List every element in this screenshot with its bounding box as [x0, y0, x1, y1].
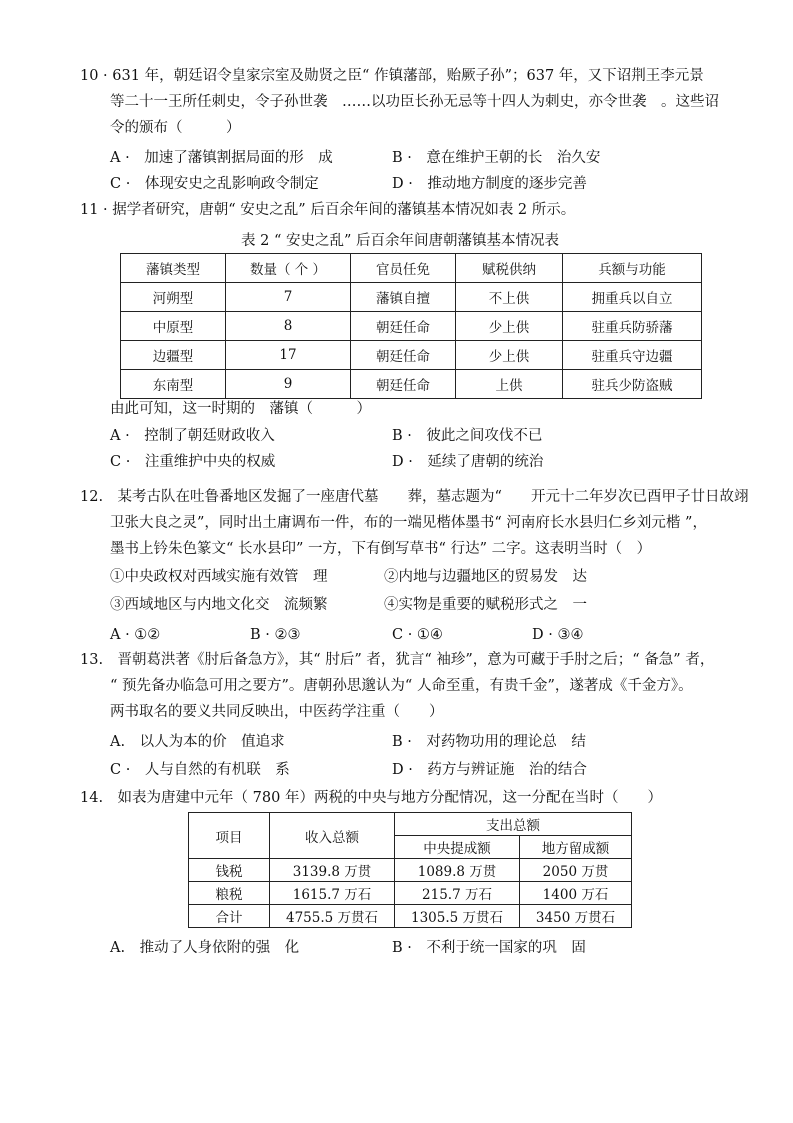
table-cell: 1400 万石 — [520, 882, 632, 905]
table-cell: 朝廷任命 — [351, 341, 456, 370]
table-header-cell: 数量（ 个 ） — [226, 254, 351, 283]
q12-stem-line-1: 12. 某考古队在吐鲁番地区发掘了一座唐代墓 葬，墓志题为“ 开元十二年岁次已酉甲子廿日故翊 — [80, 489, 749, 505]
table-cell: 17 — [226, 341, 351, 370]
q11-table-caption: 表 2 “ 安史之乱” 后百余年间唐朝藩镇基本情况表 — [241, 233, 559, 249]
q13-option-d[interactable]: D · 药方与辨证施 治的结合 — [392, 762, 587, 778]
table-header-cell: 支出总额 — [395, 813, 632, 836]
table-cell: 拥重兵以自立 — [563, 283, 702, 312]
table-cell: 边疆型 — [121, 341, 226, 370]
q13-option-b[interactable]: B · 对药物功用的理论总 结 — [392, 734, 586, 750]
q10-stem-line-3: 令的颁布（ ） — [110, 120, 241, 136]
table-cell: 东南型 — [121, 370, 226, 399]
q10-stem-line-1: 10 · 631 年，朝廷诏令皇家宗室及勋贤之臣“ 作镇藩部，贻厥子孙”；637 年，又下诏荆王李元景 — [80, 68, 704, 84]
table-cell: 9 — [226, 370, 351, 399]
q12-item-2: ②内地与边疆地区的贸易发 达 — [384, 569, 587, 585]
table-cell: 215.7 万石 — [395, 882, 520, 905]
table-cell: 3450 万贯石 — [520, 905, 632, 928]
table-cell: 驻重兵守边疆 — [563, 341, 702, 370]
table-cell: 中原型 — [121, 312, 226, 341]
table-cell: 合计 — [189, 905, 270, 928]
q13-option-a[interactable]: A. 以人为本的价 值追求 — [110, 734, 285, 750]
q14-option-a[interactable]: A. 推动了人身依附的强 化 — [110, 940, 300, 956]
table-row — [189, 905, 632, 928]
q12-item-3: ③西域地区与内地文化交 流频繁 — [110, 597, 328, 613]
table-cell: 朝廷任命 — [351, 370, 456, 399]
q13-option-c[interactable]: C · 人与自然的有机联 系 — [110, 762, 290, 778]
table-cell: 不上供 — [456, 283, 563, 312]
table-header-cell: 赋税供纳 — [456, 254, 563, 283]
table-cell: 钱税 — [189, 859, 270, 882]
q11-option-a[interactable]: A · 控制了朝廷财政收入 — [110, 428, 275, 444]
q12-stem-line-2: 卫张大良之灵”，同时出土庸调布一件，布的一端见楷体墨书“ 河南府长水县归仁乡刘元楷 ”， — [110, 515, 707, 531]
table-row — [121, 312, 702, 341]
table-cell: 4755.5 万贯石 — [270, 905, 395, 928]
table-cell: 少上供 — [456, 312, 563, 341]
table-cell: 驻兵少防盗贼 — [563, 370, 702, 399]
q12-stem-line-3: 墨书上钤朱色篆文“ 长水县印” 一方，下有倒写草书“ 行达” 二字。这表明当时（ ） — [110, 541, 652, 557]
table-cell: 1305.5 万贯石 — [395, 905, 520, 928]
table-row — [121, 341, 702, 370]
table-row — [189, 859, 632, 882]
table-header-cell: 收入总额 — [270, 813, 395, 859]
table-header-row — [121, 254, 702, 283]
q13-stem-line-3: 两书取名的要义共同反映出，中医药学注重（ ） — [110, 704, 444, 720]
table-header-cell: 藩镇类型 — [121, 254, 226, 283]
table-header-row — [189, 813, 632, 836]
table-row — [121, 370, 702, 399]
q11-stem: 11 · 据学者研究，唐朝“ 安史之乱” 后百余年间的藩镇基本情况如表 2 所示。 — [80, 202, 576, 218]
table-cell: 1615.7 万石 — [270, 882, 395, 905]
q10-stem-line-2: 等二十一王所任刺史，令子孙世袭 ……以功臣长孙无忌等十四人为刺史，亦令世袭 。这些诏 — [110, 94, 719, 110]
q11-option-b[interactable]: B · 彼此之间攻伐不已 — [392, 428, 543, 444]
q14-option-b[interactable]: B · 不利于统一国家的巩 固 — [392, 940, 586, 956]
table-cell: 1089.8 万贯 — [395, 859, 520, 882]
q13-stem-line-1: 13. 晋朝葛洪著《肘后备急方》，其“ 肘后” 者，犹言“ 袖珍”，意为可藏于手肘之后；“ 备急” 者， — [80, 652, 715, 668]
q11-table — [120, 253, 702, 399]
q12-item-4: ④实物是重要的赋税形式之 一 — [384, 597, 587, 613]
table-row — [189, 882, 632, 905]
table-row — [121, 283, 702, 312]
q14-stem: 14. 如表为唐建中元年（ 780 年）两税的中央与地方分配情况，这一分配在当时（ ） — [80, 790, 662, 806]
q12-option-c[interactable]: C · ①④ — [392, 627, 443, 643]
table-cell: 驻重兵防骄藩 — [563, 312, 702, 341]
table-cell: 8 — [226, 312, 351, 341]
table-cell: 朝廷任命 — [351, 312, 456, 341]
table-cell: 上供 — [456, 370, 563, 399]
q12-option-d[interactable]: D · ③④ — [532, 627, 584, 643]
q11-after-text: 由此可知，这一时期的 藩镇（ ） — [110, 401, 371, 417]
table-header-cell: 中央提成额 — [395, 836, 520, 859]
table-header-cell: 项目 — [189, 813, 270, 859]
q14-table — [188, 812, 632, 928]
q10-option-d[interactable]: D · 推动地方制度的逐步完善 — [392, 176, 587, 192]
table-cell: 7 — [226, 283, 351, 312]
table-cell: 粮税 — [189, 882, 270, 905]
q11-option-d[interactable]: D · 延续了唐朝的统治 — [392, 454, 544, 470]
q10-option-c[interactable]: C · 体现安史之乱影响政令制定 — [110, 176, 319, 192]
q10-option-a[interactable]: A · 加速了藩镇割据局面的形 成 — [110, 150, 333, 166]
q12-option-a[interactable]: A · ①② — [110, 627, 161, 643]
q11-option-c[interactable]: C · 注重维护中央的权威 — [110, 454, 276, 470]
table-header-cell: 官员任免 — [351, 254, 456, 283]
table-cell: 藩镇自擅 — [351, 283, 456, 312]
table-cell: 3139.8 万贯 — [270, 859, 395, 882]
q13-stem-line-2: “ 预先备办临急可用之要方”。唐朝孙思邈认为“ 人命至重，有贵千金”，遂著成《千金方》。 — [110, 678, 693, 694]
q12-option-b[interactable]: B · ②③ — [250, 627, 301, 643]
table-cell: 河朔型 — [121, 283, 226, 312]
table-cell: 少上供 — [456, 341, 563, 370]
table-header-cell: 兵额与功能 — [563, 254, 702, 283]
q12-item-1: ①中央政权对西域实施有效管 理 — [110, 569, 328, 585]
table-cell: 2050 万贯 — [520, 859, 632, 882]
q10-option-b[interactable]: B · 意在维护王朝的长 治久安 — [392, 150, 601, 166]
table-header-cell: 地方留成额 — [520, 836, 632, 859]
